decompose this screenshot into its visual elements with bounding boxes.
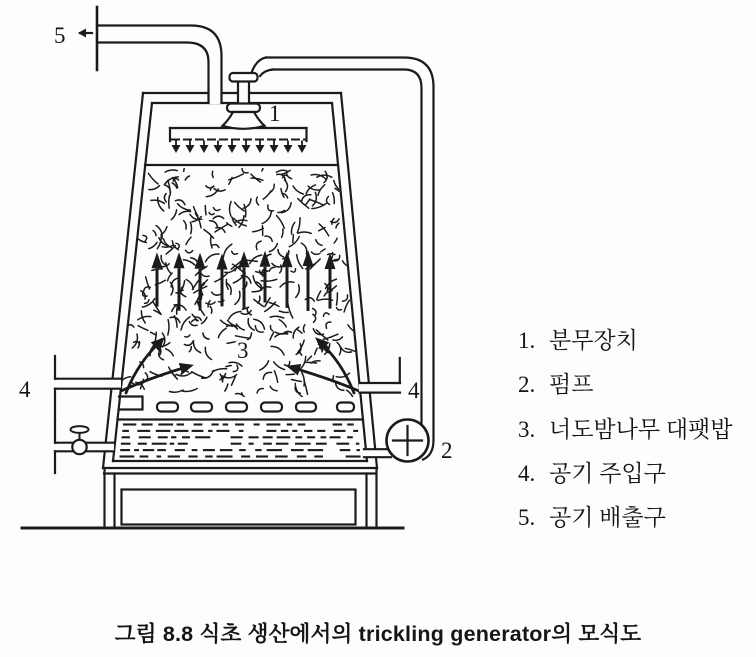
label-air-inlet-left: 4 <box>19 377 31 402</box>
label-air-outlet: 5 <box>54 23 66 48</box>
legend-num: 1. <box>518 328 536 353</box>
drain-valve <box>55 421 114 474</box>
air-inlet-left <box>55 356 121 421</box>
air-inlet-right <box>359 358 400 393</box>
legend-item-air-outlet <box>518 496 756 540</box>
legend-num: 3. <box>518 416 536 442</box>
nozzle-bell <box>223 112 265 129</box>
legend-label: 공기 주입구 <box>549 460 666 486</box>
legend-item-air-inlet <box>518 452 756 496</box>
label-air-inlet-right: 4 <box>408 378 420 403</box>
packed-bed-texture <box>118 159 361 399</box>
spray-nozzle <box>223 73 265 129</box>
legend-item-spray-device <box>518 319 756 363</box>
liquid-reservoir <box>120 425 361 457</box>
label-spray-device: 1 <box>269 101 281 126</box>
legend-label: 펌프 <box>549 372 594 398</box>
legend-label: 분무장치 <box>549 328 638 353</box>
legend <box>518 319 756 540</box>
legend-item-pump <box>518 363 756 407</box>
label-wood-shavings: 3 <box>237 338 249 363</box>
legend-label: 너도밤나무 대팻밥 <box>549 416 733 442</box>
support-plate <box>119 397 354 412</box>
label-pump: 2 <box>441 438 453 463</box>
air-outlet-pipe <box>80 7 222 104</box>
air-flow-up-arrows <box>152 250 336 311</box>
spray-header <box>170 128 307 151</box>
figure-caption: 그림 8.8 식초 생산에서의 trickling generator의 모식도 <box>114 622 642 646</box>
part-labels <box>19 23 453 463</box>
legend-num: 2. <box>518 372 536 398</box>
legend-item-wood-shavings <box>518 408 756 452</box>
legend-label: 공기 배출구 <box>549 505 666 531</box>
legend-num: 4. <box>518 460 536 486</box>
stand <box>22 468 403 528</box>
legend-num: 5. <box>518 505 536 531</box>
